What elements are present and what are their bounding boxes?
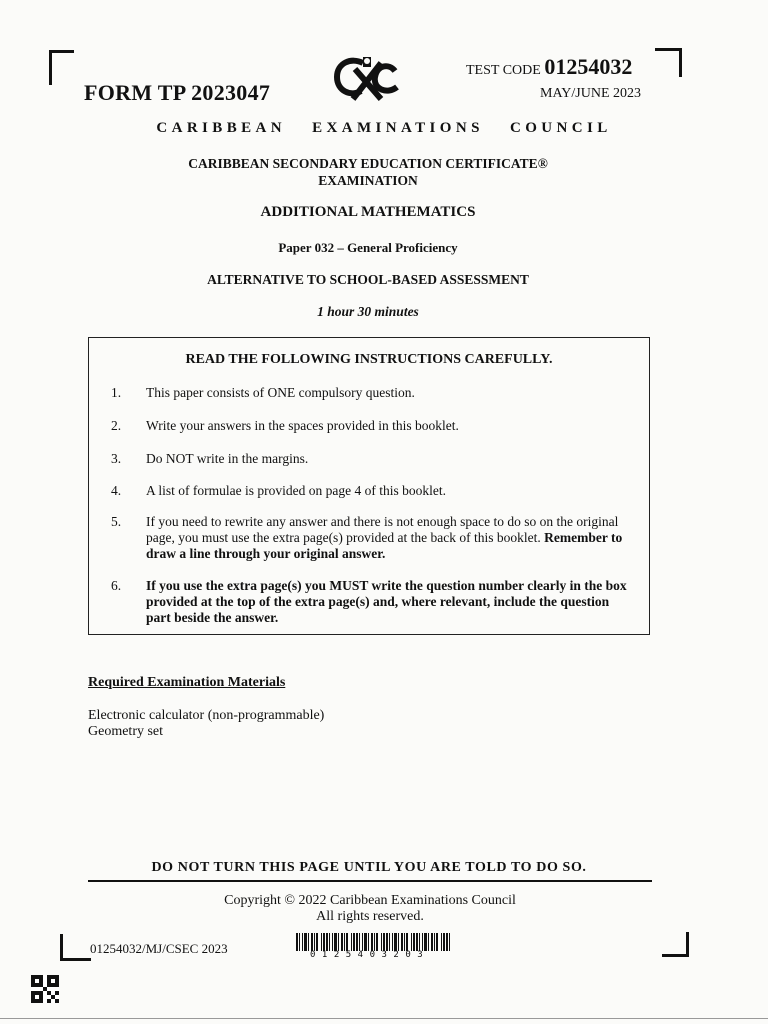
- instruction-bold-text: If you use the extra page(s) you MUST write the question number clearly in the box provided at the top of the extra page(s) and, where relevant, include the question part beside the answer.: [146, 578, 627, 625]
- barcode-bar: [353, 933, 355, 951]
- barcode-bar: [428, 933, 429, 951]
- barcode-bar: [346, 933, 348, 951]
- barcode-bar: [376, 933, 378, 951]
- exam-duration: 1 hour 30 minutes: [317, 304, 419, 319]
- subject-title: ADDITIONAL MATHEMATICS: [260, 204, 476, 220]
- test-code: [466, 54, 632, 80]
- material-item: Geometry set: [88, 724, 164, 739]
- barcode-bar: [411, 933, 412, 951]
- exam-session: MAY/JUNE 2023: [540, 86, 641, 101]
- instruction-bold-text: Remember to draw a line through your original answer.: [146, 530, 623, 561]
- material-item: Electronic calculator (non-programmable): [88, 708, 325, 723]
- barcode-bar: [338, 933, 339, 951]
- barcode-bar: [329, 933, 330, 951]
- instruction-number: 1.: [111, 385, 122, 400]
- instruction-number: 5.: [111, 514, 122, 529]
- barcode-bar: [392, 933, 393, 951]
- barcode-bar: [434, 933, 435, 951]
- barcode-bar: [398, 933, 399, 951]
- materials-heading: Required Examination Materials: [88, 675, 286, 690]
- instruction-number: 6.: [111, 578, 122, 593]
- instructions-box: [88, 337, 650, 635]
- barcode-bar: [441, 933, 442, 951]
- barcode-bar: [356, 933, 358, 951]
- barcode-bar: [404, 933, 405, 951]
- barcode-bar: [323, 933, 325, 951]
- barcode-bar: [308, 933, 309, 951]
- page-edge-line: [0, 1018, 768, 1019]
- barcode-bar: [332, 933, 333, 951]
- instruction-number: 2.: [111, 418, 122, 433]
- barcode-bar: [374, 933, 375, 951]
- barcode-bar: [341, 933, 343, 951]
- instruction-number: 4.: [111, 483, 122, 498]
- barcode-bar: [334, 933, 337, 951]
- qr-code-icon: [31, 975, 59, 1003]
- barcode-bar: [296, 933, 298, 951]
- council-name: CARIBBEAN EXAMINATIONS COUNCIL: [156, 120, 612, 136]
- registration-mark-bottom-right: [662, 932, 689, 957]
- barcode-bar: [359, 933, 360, 951]
- assessment-type: ALTERNATIVE TO SCHOOL-BASED ASSESSMENT: [207, 272, 529, 287]
- instruction-text-block: [146, 514, 636, 562]
- barcode-bar: [381, 933, 382, 951]
- barcode-bar: [316, 933, 318, 951]
- instruction-text: Do NOT write in the margins.: [146, 451, 309, 466]
- form-number: FORM TP 2023047: [84, 80, 271, 105]
- barcode-bar: [383, 933, 385, 951]
- barcode-bar: [351, 933, 352, 951]
- certificate-line-1: CARIBBEAN SECONDARY EDUCATION CERTIFICATE®: [188, 156, 548, 171]
- barcode-bar: [311, 933, 313, 951]
- instruction-text: If you need to rewrite any answer and there is not enough space to do so on the original page, you must use the extra page(s) provided at the back of this booklet.: [146, 514, 619, 545]
- barcode-bar: [413, 933, 415, 951]
- barcode-bar: [364, 933, 367, 951]
- cxc-logo: [333, 55, 401, 105]
- divider: [88, 880, 652, 882]
- do-not-turn-warning: DO NOT TURN THIS PAGE UNTIL YOU ARE TOLD TO DO SO.: [151, 860, 587, 875]
- barcode-bar: [326, 933, 328, 951]
- barcode-bar: [446, 933, 448, 951]
- barcode-bar: [394, 933, 397, 951]
- copyright-notice: Copyright © 2022 Caribbean Examinations Council: [224, 893, 516, 908]
- barcode-bar: [406, 933, 408, 951]
- test-code-value: 01254032: [544, 54, 633, 79]
- barcode-bar: [436, 933, 438, 951]
- barcode-icon: [296, 933, 450, 951]
- barcode-bar: [389, 933, 390, 951]
- barcode-bar: [302, 933, 303, 951]
- barcode-bar: [321, 933, 322, 951]
- barcode-bar: [416, 933, 418, 951]
- barcode-digits: 0125403203: [310, 950, 430, 960]
- barcode-bar: [344, 933, 345, 951]
- instruction-text: A list of formulae is provided on page 4 of this booklet.: [146, 483, 446, 498]
- barcode-bar: [431, 933, 433, 951]
- barcode-bar: [299, 933, 300, 951]
- barcode-bar: [419, 933, 420, 951]
- instructions-title: READ THE FOLLOWING INSTRUCTIONS CAREFULLY.: [185, 352, 553, 367]
- barcode-bar: [449, 933, 450, 951]
- barcode-bar: [424, 933, 427, 951]
- barcode-bar: [422, 933, 423, 951]
- instruction-number: 3.: [111, 451, 122, 466]
- certificate-line-2: EXAMINATION: [318, 173, 418, 188]
- instruction-text: This paper consists of ONE compulsory question.: [146, 385, 415, 400]
- barcode-bar: [314, 933, 315, 951]
- barcode-bar: [386, 933, 388, 951]
- instruction-text: Write your answers in the spaces provided in this booklet.: [146, 418, 459, 433]
- footer-code: 01254032/MJ/CSEC 2023: [90, 941, 228, 956]
- barcode-bar: [368, 933, 369, 951]
- barcode-bar: [362, 933, 363, 951]
- barcode-bar: [371, 933, 373, 951]
- barcode-bar: [443, 933, 445, 951]
- barcode-bar: [401, 933, 403, 951]
- test-code-label: TEST CODE: [466, 63, 541, 78]
- barcode-bar: [304, 933, 307, 951]
- paper-title: Paper 032 – General Proficiency: [278, 240, 458, 255]
- registration-mark-top-right: [655, 48, 682, 77]
- registration-mark-bottom-left: [60, 934, 91, 961]
- registration-mark-top-left: [49, 50, 74, 85]
- rights-notice: All rights reserved.: [316, 909, 424, 924]
